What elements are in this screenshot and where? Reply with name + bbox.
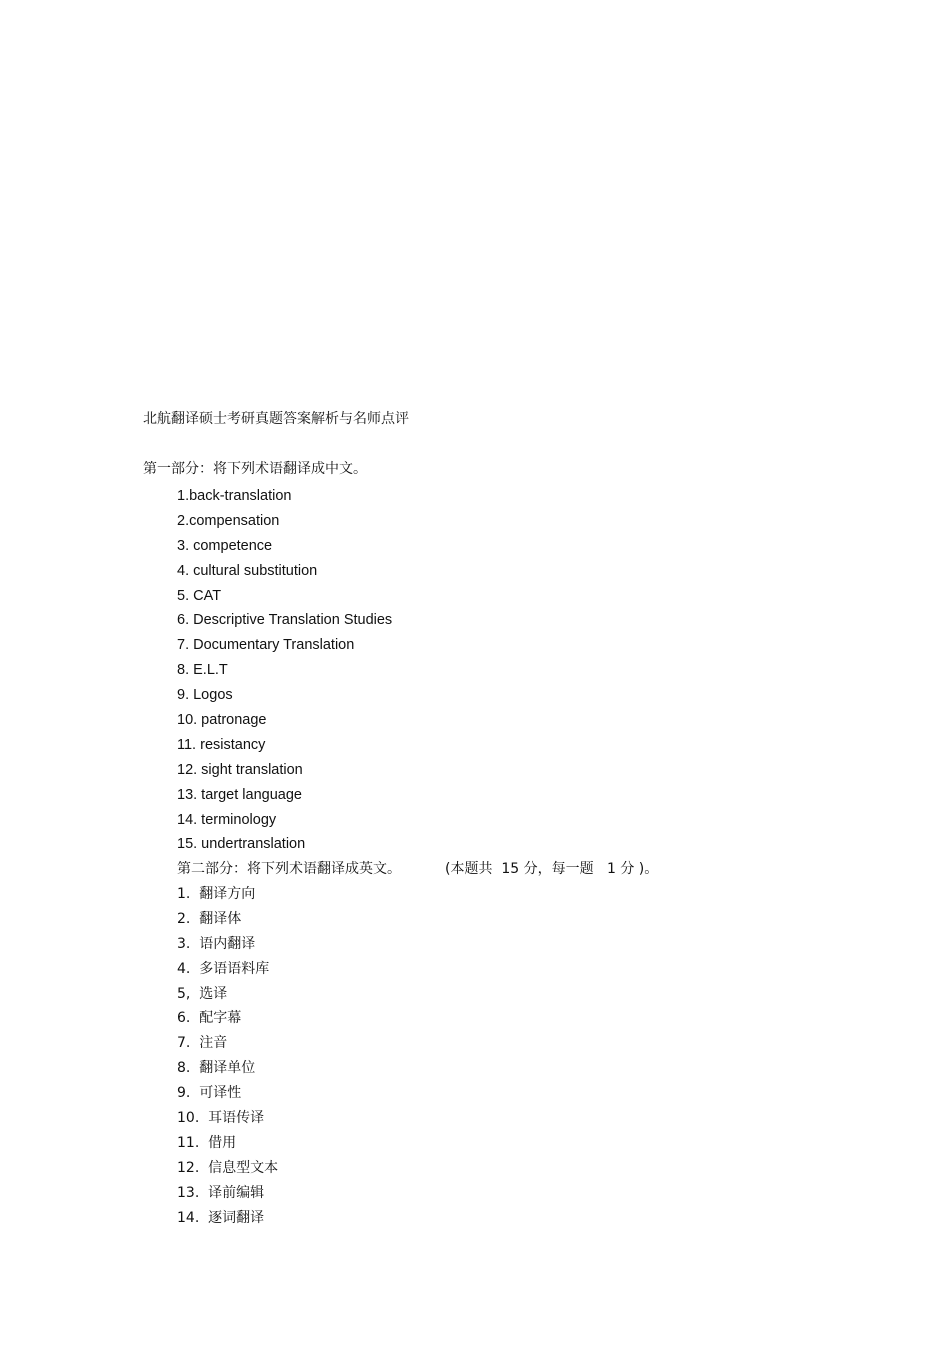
list-item: 6. Descriptive Translation Studies xyxy=(177,612,393,629)
part2-score-note: (本题共 15 分，每一题 1 分 )。 xyxy=(445,861,659,877)
list-item: 8. E.L.T xyxy=(177,662,228,679)
list-item: 2.compensation xyxy=(177,512,280,529)
list-item: 5, 选译 xyxy=(177,985,228,1002)
part1-heading: 第一部分：将下列术语翻译成中文。 xyxy=(143,461,367,477)
list-item: 14. terminology xyxy=(177,811,277,828)
list-item: 8. 翻译单位 xyxy=(177,1060,256,1077)
list-item: 2. 翻译体 xyxy=(177,910,242,927)
list-item: 7. Documentary Translation xyxy=(177,637,355,654)
list-item: 3. competence xyxy=(177,537,273,554)
list-item: 1.back-translation xyxy=(177,488,292,504)
part2-heading: 第二部分：将下列术语翻译成英文。 xyxy=(177,861,401,877)
part2-heading-row xyxy=(177,859,659,879)
list-item: 13. 译前编辑 xyxy=(177,1184,265,1201)
list-item: 12. sight translation xyxy=(177,761,303,778)
list-item: 10. patronage xyxy=(177,712,267,729)
list-item: 12. 信息型文本 xyxy=(177,1159,279,1176)
list-item: 4. 多语语料库 xyxy=(177,960,270,977)
list-item: 14. 逐词翻译 xyxy=(177,1209,265,1226)
list-item: 10. 耳语传译 xyxy=(177,1110,265,1127)
list-item: 15. undertranslation xyxy=(177,836,306,853)
list-item: 9. 可译性 xyxy=(177,1085,242,1102)
list-item: 7. 注音 xyxy=(177,1035,228,1052)
list-item: 4. cultural substitution xyxy=(177,562,318,579)
part2-term-list xyxy=(177,884,278,1232)
list-item: 9. Logos xyxy=(177,687,233,704)
part1-term-list xyxy=(177,486,392,859)
list-item: 3. 语内翻译 xyxy=(177,935,256,952)
list-item: 13. target language xyxy=(177,786,302,803)
list-item: 11. 借用 xyxy=(177,1134,237,1151)
list-item: 1. 翻译方向 xyxy=(177,886,256,902)
list-item: 6. 配字幕 xyxy=(177,1010,242,1027)
document-title: 北航翻译硕士考研真题答案解析与名师点评 xyxy=(143,411,409,427)
list-item: 5. CAT xyxy=(177,587,222,604)
list-item: 11. resistancy xyxy=(177,736,266,753)
